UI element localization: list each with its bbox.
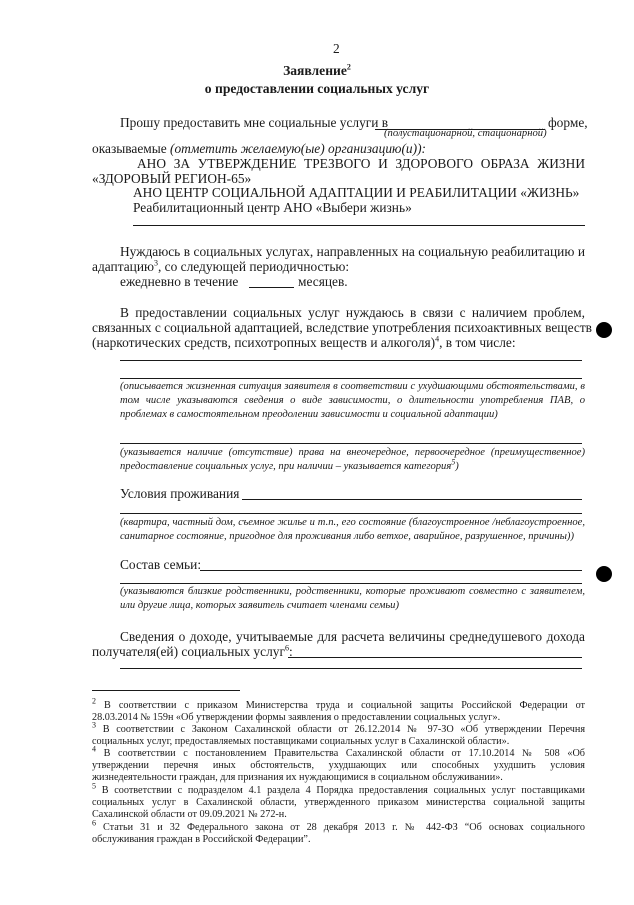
situation-hint-3: проблемах в самостоятельном преодолении зависимости и социальной адаптации) xyxy=(120,409,498,420)
footnote-5-line3: Сахалинской области от 09.09.2021 № 272-н. xyxy=(92,809,287,820)
need-adaptation: адаптацию xyxy=(92,259,154,274)
income-field-2[interactable] xyxy=(120,668,582,669)
reason-line-1: В предоставлении социальных услуг нуждаюсь в связи с наличием проблем, xyxy=(120,305,585,320)
situation-hint-1: (описывается жизненная ситуация заявителя в соответствии с ухудшающими обстоятельствами, в xyxy=(120,381,585,392)
footnote-4-number: 4 xyxy=(92,744,96,754)
footnote-2-number: 2 xyxy=(92,696,96,706)
family-hint-1: (указываются близкие родственники, родственники, которые проживают совместно с заявителем, xyxy=(120,586,585,597)
request-trail: форме, xyxy=(548,115,588,130)
months-field[interactable] xyxy=(249,287,294,288)
footnote-3-text: В соответствии с Законом Сахалинской области от 26.12.2014 № 97-ЗО «Об утверждении Перечня xyxy=(102,724,586,735)
footnote-3-number: 3 xyxy=(92,720,96,730)
punch-hole-mark xyxy=(596,322,612,338)
income-colon: : xyxy=(288,644,293,659)
document-title xyxy=(0,62,634,79)
situation-field-2[interactable] xyxy=(120,378,582,379)
living-label: Условия проживания xyxy=(120,486,240,501)
income-footnote-ref: 6 xyxy=(284,643,289,653)
need-line-1: Нуждаюсь в социальных услугах, направленных на социальную реабилитацию и xyxy=(120,244,585,259)
org-option-3[interactable]: Реабилитационный центр АНО «Выбери жизнь» xyxy=(133,200,412,215)
footnote-6-number: 6 xyxy=(92,818,96,828)
income-line-1: Сведения о доходе, учитываемые для расчета величины среднедушевого дохода xyxy=(120,629,585,644)
need-duration-unit: месяцев. xyxy=(298,274,348,289)
priority-footnote-ref: 5 xyxy=(451,457,456,467)
footnote-5-number: 5 xyxy=(92,781,96,791)
providers-hint: (отметить желаемую(ые) организацию(и)): xyxy=(170,141,426,156)
living-hint-2: санитарное состояние, пригодное для проживания либо ветхое, аварийное, разрушенное, причины)) xyxy=(120,531,574,542)
footnote-2-line1 xyxy=(92,696,585,712)
family-field-1[interactable] xyxy=(200,570,582,571)
punch-hole-mark xyxy=(596,566,612,582)
situation-field-1[interactable] xyxy=(120,360,582,361)
footnote-4-line3: жизнедеятельности граждан, для признания их нуждающимися в социальном обслуживании». xyxy=(92,772,503,783)
need-duration-lead: ежедневно в течение xyxy=(120,274,239,289)
income-field-1[interactable] xyxy=(288,657,582,658)
family-field-2[interactable] xyxy=(120,583,582,584)
footnote-6-text: Статьи 31 и 32 Федерального закона от 28 декабря 2013 г. № 442-ФЗ “Об основах социального xyxy=(103,822,586,833)
footnote-separator xyxy=(92,690,240,691)
footnote-3-line2: социальных услуг, предоставляемых поставщиками социальных услуг в Сахалинской области». xyxy=(92,736,510,747)
need-footnote-ref: 3 xyxy=(153,258,158,268)
org-option-1-line2[interactable]: «ЗДОРОВЫЙ РЕГИОН-65» xyxy=(92,171,252,186)
footnote-5-line1 xyxy=(92,781,586,797)
footnote-6-line1 xyxy=(92,818,586,834)
footnote-4-line2: утверждении перечня иных обстоятельств, ухудшающих или способных ухудшить условия xyxy=(92,760,585,771)
footnote-2-text: В соответствии с приказом Министерства труда и социальной защиты Российской Федерации от xyxy=(104,700,585,711)
footnote-4-line1 xyxy=(92,744,585,760)
footnote-4-text: В соответствии с постановлением Правительства Сахалинской области от 17.10.2014 № 508 «Об xyxy=(103,748,585,759)
family-hint-2: или другие лица, которых заявитель считает членами семьи) xyxy=(120,600,399,611)
page-number: 2 xyxy=(333,41,340,56)
income-line-2 xyxy=(92,643,293,660)
title-main: Заявление xyxy=(283,63,347,78)
footnote-5-line2: социальных услуг в Сахалинской области, утвержденного приказом министерства социальной защиты xyxy=(92,797,585,808)
request-lead: Прошу предоставить мне социальные услуги в xyxy=(120,115,389,130)
form-type-hint: (полустационарной, стационарной) xyxy=(384,128,547,139)
priority-field[interactable] xyxy=(120,443,582,444)
income-recipient: получателя(ей) социальных услуг xyxy=(92,644,285,659)
priority-hint-2 xyxy=(120,457,459,474)
living-hint-1: (квартира, частный дом, съемное жилье и т.п., его состояние (благоустроенное /неблагоустроенное, xyxy=(120,517,585,528)
reason-line-3 xyxy=(92,334,516,351)
situation-hint-2: том числе указываются сведения о виде зависимости, о длительности употребления ПАВ, о xyxy=(120,395,585,406)
footnote-3-line1 xyxy=(92,720,586,736)
reason-including: , в том числе: xyxy=(439,335,516,350)
org-option-2[interactable]: АНО ЦЕНТР СОЦИАЛЬНОЙ АДАПТАЦИИ И РЕАБИЛИТАЦИИ «ЖИЗНЬ» xyxy=(133,185,580,200)
reason-line-2: связанных с социальной адаптацией, вследствие употребления психоактивных веществ xyxy=(92,320,592,335)
footnote-6-line2: обслуживания граждан в Российской Федерации”. xyxy=(92,834,311,845)
living-field-1[interactable] xyxy=(242,499,582,500)
providers-prefix: оказываемые xyxy=(92,141,171,156)
priority-hint-close: ) xyxy=(455,461,459,472)
title-footnote-ref: 2 xyxy=(346,62,351,72)
priority-hint-text: предоставление социальных услуг, при наличии – указывается категория xyxy=(120,461,452,472)
org-extra-field[interactable] xyxy=(133,225,585,226)
living-field-2[interactable] xyxy=(120,513,582,514)
priority-hint-1: (указывается наличие (отсутствие) права на внеочередное, первоочередное (преимущественное) xyxy=(120,447,585,458)
org-option-1-line1[interactable]: АНО ЗА УТВЕРЖДЕНИЕ ТРЕЗВОГО И ЗДОРОВОГО ОБРАЗА ЖИЗНИ xyxy=(137,156,585,171)
document-subtitle: о предоставлении социальных услуг xyxy=(204,81,430,96)
footnote-2-line2: 28.03.2014 № 159н «Об утверждении формы заявления о предоставлении социальных услуг». xyxy=(92,712,501,723)
family-label: Состав семьи: xyxy=(120,557,202,572)
footnote-5-text: В соответствии с подразделом 4.1 раздела 4 Порядка предоставления социальных услуг поставщиками xyxy=(101,785,586,796)
reason-substances: (наркотических средств, психотропных веществ и алкоголя) xyxy=(92,335,436,350)
reason-footnote-ref: 4 xyxy=(435,334,440,344)
need-periodicity: , со следующей периодичностью: xyxy=(157,259,350,274)
